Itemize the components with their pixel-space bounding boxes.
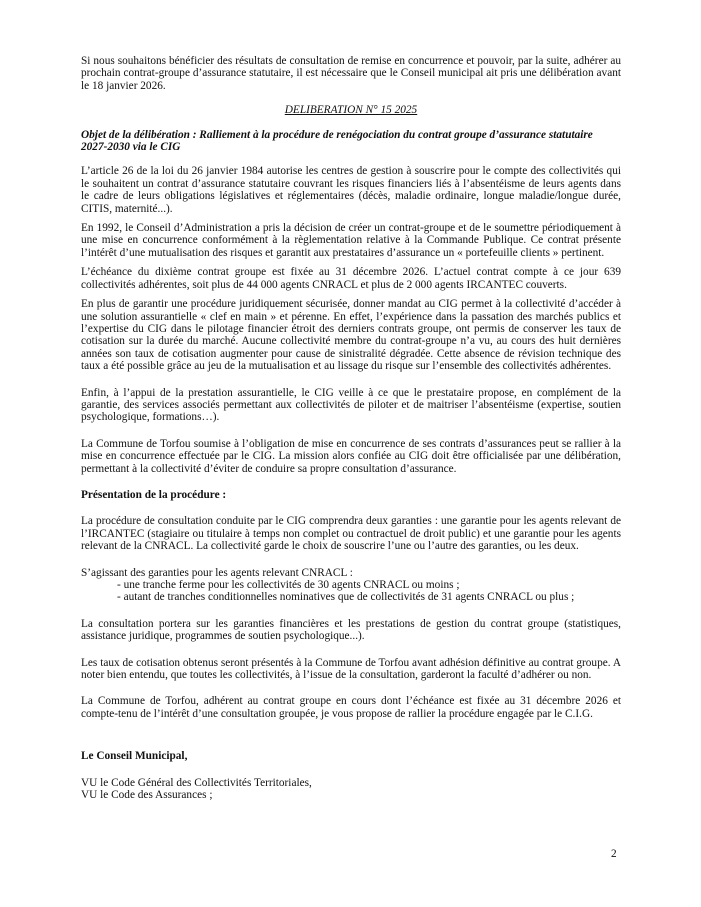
procedure-heading: Présentation de la procédure :: [81, 488, 227, 501]
paragraph-torfou: La Commune de Torfou soumise à l’obligation de mise en concurrence de ses contrats d’assurances peut se rallier à la mise en concurrence effectuée par le CIG. La mission alors confiée au CIG doit être officialisée par une délibération, permettant à la collectivité d’éviter de conduire sa propre consultation d’assurance.: [81, 437, 621, 475]
vu-line: VU le Code des Assurances ;: [81, 789, 213, 802]
intro-paragraph: Si nous souhaitons bénéficier des résultats de consultation de remise en concurrence et pouvoir, par la suite, adhérer au prochain contrat-groupe d’assurance statutaire, il est nécessaire que le Conseil municipal ait pris une délibération avant le 18 janvier 2026.: [81, 55, 621, 92]
cnracl-list-item: - autant de tranches conditionnelles nominatives que de collectivités de 31 agents CNRACL ou plus ;: [117, 591, 575, 604]
paragraph-proposition: La Commune de Torfou, adhérent au contrat groupe en cours dont l’échéance est fixée au 31 décembre 2026 et compte-tenu de l’intérêt d’une consultation groupée, je vous propose de rallier la procédure engagée par le C.I.G.: [81, 695, 621, 720]
page-number: 2: [611, 848, 617, 860]
paragraph-echeance: L’échéance du dixième contrat groupe est fixée au 31 décembre 2026. L’actuel contrat compte à ce jour 639 collectivités adhérentes, soit plus de 44 000 agents CNRACL et plus de 2 000 agents IRCANTEC couverts.: [81, 266, 621, 291]
paragraph-garantir: En plus de garantir une procédure juridiquement sécurisée, donner mandat au CIG permet à la collectivité d’accéder à une solution assurantielle « clef en main » et pérenne. En effet, l’expérience dans la passation des marchés publics et l’expertise du CIG dans le pilotage financier étroit des derniers contrats groupe, ont permis de conserver les taux de cotisation sur la durée du marché. Aucune collectivité membre du contrat-groupe n’a vu, au cours des huit dernières années son taux de cotisation augmenter pour cause de sinistralité dégradée. Cette absence de révision technique des taux a été possible grâce au jeu de la mutualisation et au lissage du risque sur l’ensemble des collectivités adhérentes.: [81, 298, 621, 373]
paragraph-article-26: L’article 26 de la loi du 26 janvier 1984 autorise les centres de gestion à souscrire pour le compte des collectivités qui le souhaitent un contrat d’assurance statutaire couvrant les risques financiers liés à l’absentéisme de leurs agents dans le cadre de leurs obligations législatives et réglementaires (décès, maladie ordinaire, longue maladie/longue durée, CITIS, maternité...).: [81, 165, 621, 215]
cnracl-list-item: - une tranche ferme pour les collectivités de 30 agents CNRACL ou moins ;: [117, 579, 460, 591]
deliberation-object: Objet de la délibération : Ralliement à la procédure de renégociation du contrat groupe d’assurance statutaire 2027-2030 via le CIG: [81, 128, 593, 154]
deliberation-title: DELIBERATION N° 15 2025: [284, 104, 418, 117]
paragraph-1992: En 1992, le Conseil d’Administration a pris la décision de créer un contrat-groupe et de le soumettre périodiquement à une mise en concurrence conformément à la règlementation relative à la Commande Publique. Ce contrat présente l’intérêt d’une mutualisation des risques et garantit aux prestataires d’assurance un « portefeuille clients » pertinent.: [81, 222, 621, 259]
deliberation-title-line: [81, 104, 621, 116]
document-page: [81, 55, 621, 801]
council-heading: Le Conseil Municipal,: [81, 750, 188, 763]
paragraph-taux: Les taux de cotisation obtenus seront présentés à la Commune de Torfou avant adhésion définitive au contrat groupe. A noter bien entendu, que toutes les collectivités, à l’issue de la consultation, garderont la faculté d’adhérer ou non.: [81, 656, 621, 682]
cnracl-intro: S’agissant des garanties pour les agents relevant CNRACL :: [81, 566, 353, 579]
paragraph-enfin: Enfin, à l’appui de la prestation assurantielle, le CIG veille à ce que le prestataire propose, en complément de la garantie, des services associés permettant aux collectivités de piloter et de maitriser l’absentéisme (expertise, soutien psychologique, formations…).: [81, 386, 621, 424]
paragraph-consultation: La consultation portera sur les garanties financières et les prestations de gestion du contrat groupe (statistiques, assistance juridique, programmes de soutien psychologique...).: [81, 617, 621, 643]
procedure-paragraph: La procédure de consultation conduite par le CIG comprendra deux garanties : une garantie pour les agents relevant de l’IRCANTEC (stagiaire ou titulaire à temps non complet ou contractuel de droit public) et une garantie pour les agents relevant de la CNRACL. La collectivité garde le choix de souscrire l’une ou l’autre des garanties, ou les deux.: [81, 515, 621, 553]
vu-line: VU le Code Général des Collectivités Territoriales,: [81, 776, 312, 789]
cnracl-list: [81, 579, 621, 604]
